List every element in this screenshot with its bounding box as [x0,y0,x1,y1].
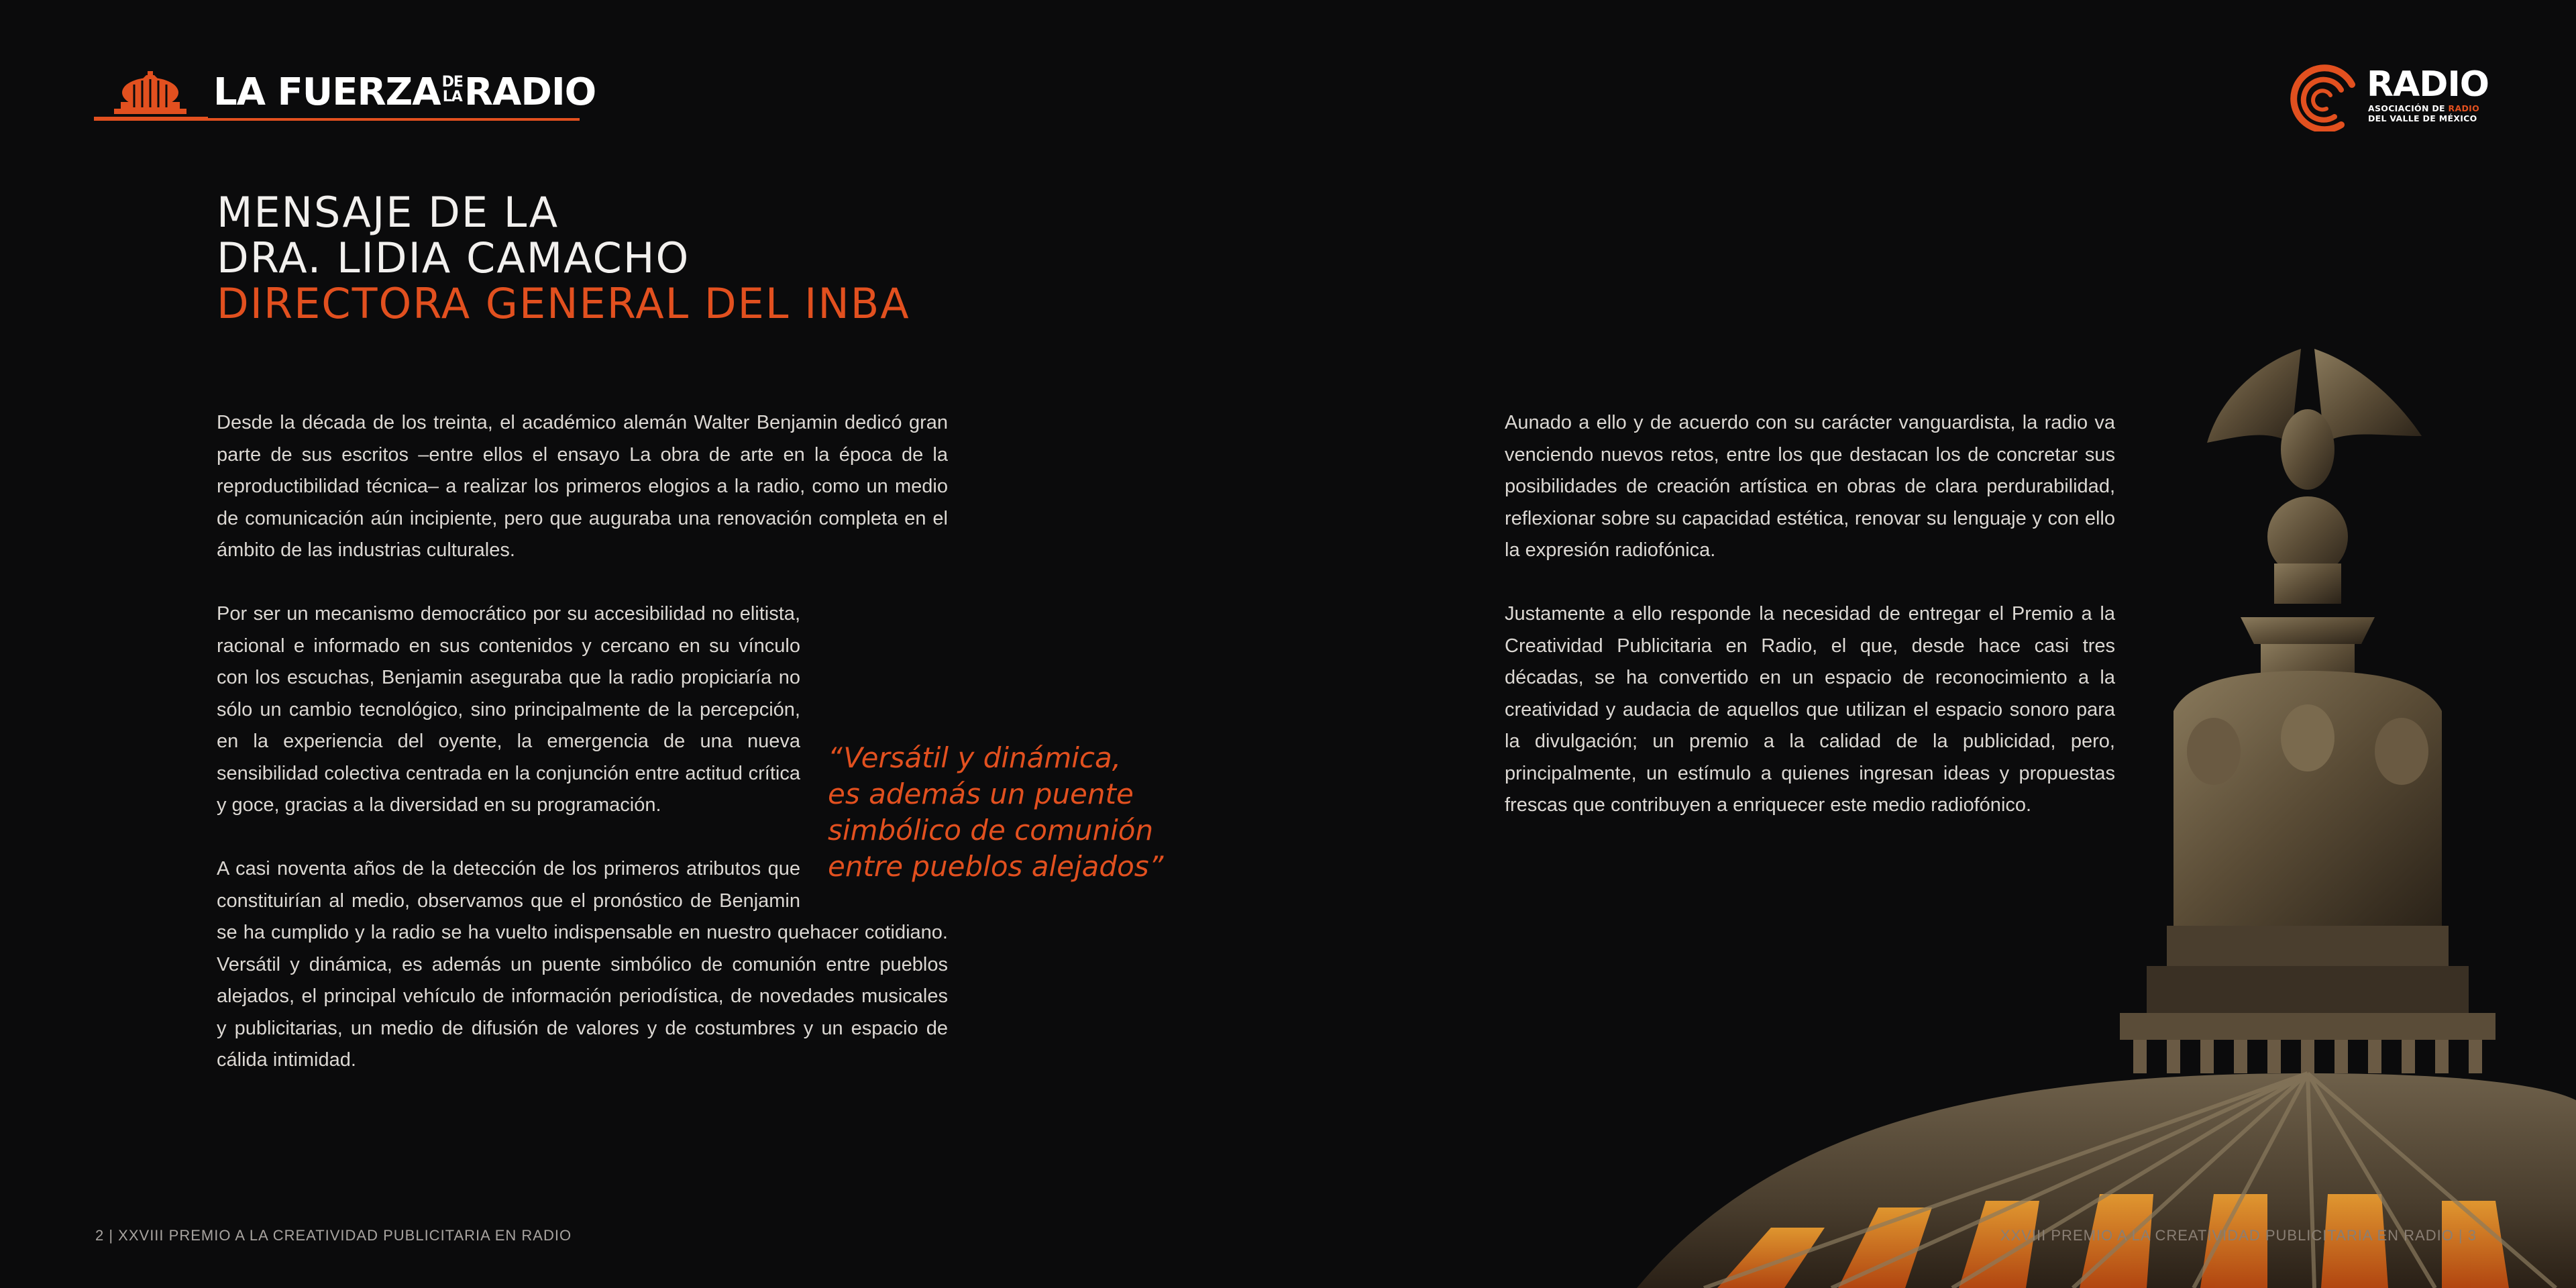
title-line-1: MENSAJE DE LA [217,188,559,237]
body-paragraph-3 [217,853,948,1077]
radio-wordmark: RADIO [2367,64,2489,105]
title-line-2: DRA. LIDIA CAMACHO [217,233,690,282]
body-paragraph-4: Aunado a ello y de acuerdo con su carácter vanguardista, la radio va venciendo nuevos retos, entre los que destacan los de concretar sus posibilidades de creación artística en obras de clara perdurabilidad, reflexionar sobre su capacidad estética, renovar su lenguaje y con ello la expresión radiofónica. [1505,412,2115,561]
pull-quote [828,740,1177,885]
logo-subtitle-line1: ASOCIACIÓN DE RADIO [2368,103,2479,113]
body-paragraph-2-text: Por ser un mecanismo democrático por su accesibilidad no elitista, racional e informado en sus contenidos y cercano en su vínculo con los escuchas, Benjamin aseguraba que la radio propiciaría no sólo un cambio tecnológico, sino principalmente de la percepción, en la experiencia del oyente, la emergencia de una nueva sensibilidad colectiva centrada en la conjunción entre actitud crítica y goce, gracias a la diversidad en su programación. [217,603,800,816]
quote-line-2: es además un puente [828,777,1134,810]
palacio-dome-icon [94,70,208,123]
footer-right: XXVIII PREMIO A LA CREATIVIDAD PUBLICITARIA EN RADIO | 3 [2000,1227,2477,1244]
title-line-3: DIRECTORA GENERAL DEL INBA [217,279,910,328]
body-paragraph-5: Justamente a ello responde la necesidad de entregar el Premio a la Creatividad Publicitaria en Radio, el que, desde hace casi tres décadas, se ha convertido en un espacio de reconocimiento a la creatividad y audacia de aquellos que utilizan el espacio sonoro para la divulgación; un premio a la calidad de la publicidad, pero, principalmente, un estímulo a quienes ingresan ideas y propuestas frescas que contribuyen a enriquecer este medio radiofónico. [1505,603,2115,816]
logo-underline [97,118,580,121]
body-paragraph-3-text: A casi noventa años de la detección de los primeros atributos que constituirían al medio, observamos que el pronóstico de Benjamin se ha cumplido y la radio se ha vuelto indispensable en nuestro quehacer cotidiano. Versátil y dinámica, es además un puente simbólico de comunión entre pueblos alejados, el principal vehículo de información periodística, de novedades musicales y publicitarias, un medio de difusión de valores y de costumbres y un espacio de cálida intimidad. [217,858,948,1071]
logo-wordmark: LA FUERZADE LARADIO [213,70,596,114]
radio-waves-icon [2288,64,2361,131]
quote-line-1: “Versátil y dinámica, [828,741,1122,774]
page-title [217,190,910,327]
asociacion-radio-logo [2288,64,2489,131]
quote-line-4: entre pueblos alejados” [828,850,1164,883]
quote-line-3: simbólico de comunión [828,814,1154,847]
la-fuerza-de-la-radio-logo [94,66,596,126]
logo-subtitle-line2: DEL VALLE DE MÉXICO [2368,113,2477,123]
palacio-bellas-artes-dome-image [1637,335,2576,1288]
footer-left: 2 | XXVIII PREMIO A LA CREATIVIDAD PUBLICITARIA EN RADIO [95,1227,572,1244]
body-paragraph-1: Desde la década de los treinta, el académico alemán Walter Benjamin dedicó gran parte de sus escritos –entre ellos el ensayo La obra de arte en la época de la reproductibilidad técnica– a realizar los primeros elogios a la radio, como un medio de comunicación aún incipiente, pero que auguraba una renovación completa en el ámbito de las industrias culturales. [217,412,948,561]
